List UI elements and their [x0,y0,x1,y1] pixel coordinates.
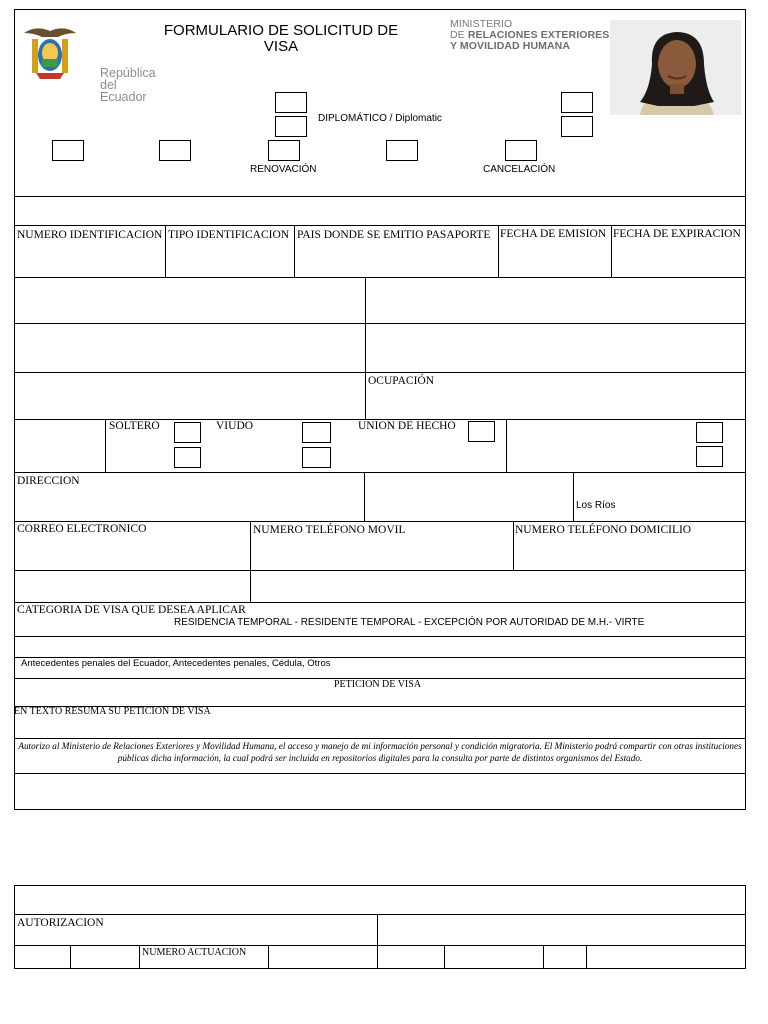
tipo-identificacion-label: TIPO IDENTIFICACION [168,229,290,241]
ministry-line2-prefix: DE [450,29,465,41]
grid-right-edge [745,197,746,810]
numero-identificacion-label: NUMERO IDENTIFICACION [17,229,163,241]
correo-label: CORREO ELECTRONICO [17,523,147,535]
ministry-line1: MINISTERIO [450,18,513,30]
footer-col-line [70,945,71,969]
soltero-label: SOLTERO [109,420,160,432]
row-line [14,738,746,739]
footer-col-line [444,945,445,969]
grid-left-edge [14,197,15,810]
footer-row-line [14,914,746,915]
col-line [611,225,612,277]
fecha-expiracion-label: FECHA DE EXPIRACION [613,228,741,240]
col-line [365,277,366,419]
row-line [14,472,746,473]
viudo-checkbox-1[interactable] [302,422,331,443]
province-value: Los Ríos [576,500,616,511]
footer-col-line [586,945,587,969]
diplomatic-checkbox-2[interactable] [275,116,307,137]
petition-summary-label: EN TEXTO RESUMA SU PETICION DE VISA [14,706,211,717]
logo-text-line1: República [100,66,156,80]
autorizacion-label: AUTORIZACION [17,917,104,929]
direccion-label: DIRECCION [17,475,80,487]
visa-category-label: CATEGORIA DE VISA QUE DESEA APLICAR [17,604,246,616]
soltero-checkbox-1[interactable] [174,422,201,443]
fecha-emision-label: FECHA DE EMISION [500,228,607,240]
col-line [165,225,166,277]
coat-of-arms-icon [22,23,78,83]
cancelacion-checkbox[interactable] [505,140,537,161]
authorization-note: Autorizo al Ministerio de Relaciones Exteriores y Movilidad Humana, el acceso y manejo de mi información personal y condición migratoria. El Ministerio podrá compartir con otras instituciones públicas dicha información, la cual podrá ser incluida en repositorios digitales para la consulta por parte de distintos organismos del Estado. [18,741,742,763]
documents-value: Antecedentes penales del Ecuador, Antecedentes penales, Cédula, Otros [21,658,331,669]
domicilio-label: NUMERO TELÉFONO DOMICILIO [515,524,692,536]
ministry-line2: RELACIONES EXTERIORES [467,29,610,41]
col-line [573,472,574,521]
petition-title: PETICION DE VISA [334,679,422,690]
col-line [506,419,507,472]
row-line [14,809,746,810]
footer-col-line [377,914,378,969]
row-line [14,372,746,373]
numero-actuacion-label: NUMERO ACTUACION [142,947,247,958]
footer-table [14,885,746,969]
ocupacion-label: OCUPACIÓN [368,375,435,387]
col-line [498,225,499,277]
ecuador-coat-of-arms-logo [22,23,156,104]
cancelacion-label: CANCELACIÓN [483,164,556,175]
row-line [14,602,746,603]
footer-col-line [268,945,269,969]
civil-right-checkbox-1[interactable] [696,422,723,443]
row-line [14,773,746,774]
row-line [14,277,746,278]
footer-col-line [139,945,140,969]
visa-category-value: RESIDENCIA TEMPORAL - RESIDENTE TEMPORAL - EXCEPCIÓN POR AUTORIDAD DE M.H.- VIRTE [174,617,645,628]
movil-label: NUMERO TELÉFONO MOVIL [253,524,406,536]
union-hecho-label: UNION DE HECHO [358,420,456,432]
col-line [250,521,251,602]
diplomatic-label: DIPLOMÁTICO / Diplomatic [318,113,442,124]
row-line [14,636,746,637]
diplomatic-checkbox-1[interactable] [275,92,307,113]
right-checkbox-2[interactable] [561,116,593,137]
ministry-logo-text [450,19,609,52]
row-line [14,570,746,571]
union-hecho-checkbox[interactable] [468,421,495,442]
applicant-photo-image [610,20,741,115]
option-checkbox-2[interactable] [159,140,191,161]
col-line [294,225,295,277]
option-checkbox-1[interactable] [52,140,84,161]
right-checkbox-1[interactable] [561,92,593,113]
footer-col-line [543,945,544,969]
col-line [364,472,365,521]
civil-right-checkbox-2[interactable] [696,446,723,467]
row-line [14,225,746,226]
renovacion-label: RENOVACIÓN [250,164,317,175]
row-line [14,521,746,522]
logo-text-line2: del Ecuador [100,78,147,104]
option-checkbox-4[interactable] [386,140,418,161]
ministry-line3: Y MOVILIDAD HUMANA [450,40,571,52]
col-line [513,521,514,570]
pais-emision-label: PAIS DONDE SE EMITIO PASAPORTE [297,229,491,241]
footer-row-line [14,945,746,946]
row-line [14,323,746,324]
form-title: FORMULARIO DE SOLICITUD DE VISA [163,22,399,55]
applicant-photo [610,20,741,115]
soltero-checkbox-2[interactable] [174,447,201,468]
viudo-label: VIUDO [216,420,254,432]
viudo-checkbox-2[interactable] [302,447,331,468]
col-line [105,419,106,472]
renovacion-checkbox[interactable] [268,140,300,161]
